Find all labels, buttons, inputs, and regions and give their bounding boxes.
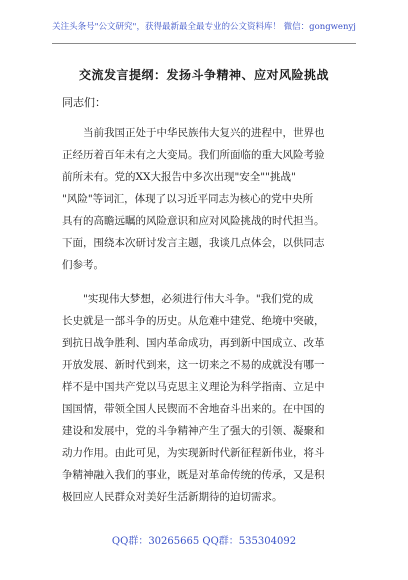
paragraph-2 [62,288,352,508]
page-footer-banner: QQ群：30265665 QQ群：535304092 [111,536,297,547]
paragraph-line: 动力作用。由此可见，为实现新时代新征程新伟业，将斗 [62,447,325,459]
paragraph-line: 前所未有。党的XX大报告中多次出现"安全""挑战" [62,171,296,183]
paragraph-line: 国国情，带领全国人民锲而不舍地奋斗出来的。在中国的 [62,403,325,415]
paragraph-line: 争精神融入我们的事业，既是对革命传统的传承，又是积 [62,469,325,481]
header-divider [52,43,356,44]
paragraph-line: 下面，围绕本次研讨发言主题，我谈几点体会，以供同志 [62,237,325,249]
paragraph-line: 极回应人民群众对美好生活新期待的迫切需求。 [62,491,283,503]
paragraph-line: 样不是中国共产党以马克思主义理论为科学指南、立足中 [62,381,325,393]
paragraph-line: 开放发展、新时代到来，这一切来之不易的成就没有哪一 [62,359,325,371]
page-header-banner: 关注头条号"公文研究"，获得最新最全最专业的公文资料库！ 微信：gongwenyj [52,22,356,32]
document-title: 交流发言提纲：发扬斗争精神、应对风险挑战 [78,68,329,82]
paragraph-line: 到抗日战争胜利、国内革命成功，再到新中国成立、改革 [62,337,325,349]
paragraph-line: "风险"等词汇，体现了以习近平同志为核心的党中央所 [62,193,314,205]
paragraph-line: 当前我国正处于中华民族伟大复兴的进程中，世界也 [62,127,325,139]
paragraph-line: "实现伟大梦想，必须进行伟大斗争。"我们党的成 [62,293,314,305]
paragraph-line: 们参考。 [62,259,104,271]
paragraph-1 [62,122,352,276]
paragraph-line: 具有的高瞻远瞩的风险意识和应对风险挑战的时代担当。 [62,215,325,227]
paragraph-line: 建设和发展中，党的斗争精神产生了强大的引领、凝聚和 [62,425,325,437]
salutation: 同志们： [62,96,106,109]
paragraph-line: 正经历着百年未有之大变局。我们所面临的重大风险考验 [62,149,325,161]
paragraph-line: 长史就是一部斗争的历史。从危难中建党、绝境中突破， [62,315,325,327]
